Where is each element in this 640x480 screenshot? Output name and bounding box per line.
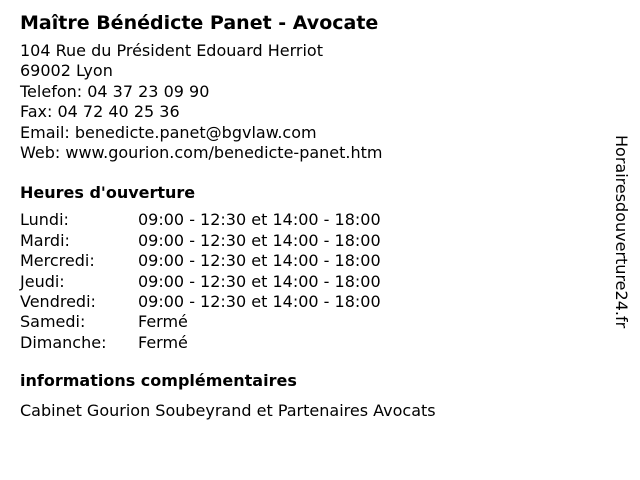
hours-value: 09:00 - 12:30 et 14:00 - 18:00 (138, 210, 381, 230)
contact-block (20, 82, 600, 164)
day-label: Mardi: (20, 230, 70, 250)
address-block (20, 41, 600, 82)
hours-row-sunday (20, 333, 600, 353)
site-watermark: Horairesdouverture24.fr (612, 135, 631, 329)
hours-row-wednesday (20, 251, 600, 271)
hours-value: 09:00 - 12:30 et 14:00 - 18:00 (138, 230, 381, 250)
additional-info-heading: informations complémentaires (20, 371, 297, 391)
day-label: Samedi: (20, 312, 86, 332)
hours-value: 09:00 - 12:30 et 14:00 - 18:00 (138, 251, 381, 271)
hours-value: Fermé (138, 312, 188, 332)
opening-hours-heading: Heures d'ouverture (20, 183, 196, 203)
day-label: Jeudi: (20, 271, 65, 291)
hours-value: 09:00 - 12:30 et 14:00 - 18:00 (138, 292, 381, 312)
day-label: Mercredi: (20, 251, 95, 271)
hours-value: 09:00 - 12:30 et 14:00 - 18:00 (138, 271, 381, 291)
hours-row-thursday (20, 272, 600, 292)
email-line: Email: benedicte.panet@bgvlaw.com (20, 122, 317, 142)
business-listing (20, 10, 600, 422)
street-address: 104 Rue du Président Edouard Herriot (20, 41, 323, 60)
web-line: Web: www.gourion.com/benedicte-panet.htm (20, 143, 383, 163)
phone-line: Telefon: 04 37 23 09 90 (20, 81, 210, 101)
fax-line: Fax: 04 72 40 25 36 (20, 102, 180, 122)
day-label: Vendredi: (20, 292, 96, 312)
city-postal-code: 69002 Lyon (20, 61, 113, 81)
day-label: Dimanche: (20, 332, 107, 352)
hours-row-saturday (20, 312, 600, 332)
hours-row-friday (20, 292, 600, 312)
opening-hours-table (20, 210, 600, 353)
day-label: Lundi: (20, 210, 69, 230)
hours-row-monday (20, 210, 600, 230)
hours-row-tuesday (20, 231, 600, 251)
page-title: Maître Bénédicte Panet - Avocate (20, 12, 379, 34)
hours-value: Fermé (138, 332, 188, 352)
additional-info-text: Cabinet Gourion Soubeyrand et Partenaires Avocats (20, 401, 436, 421)
